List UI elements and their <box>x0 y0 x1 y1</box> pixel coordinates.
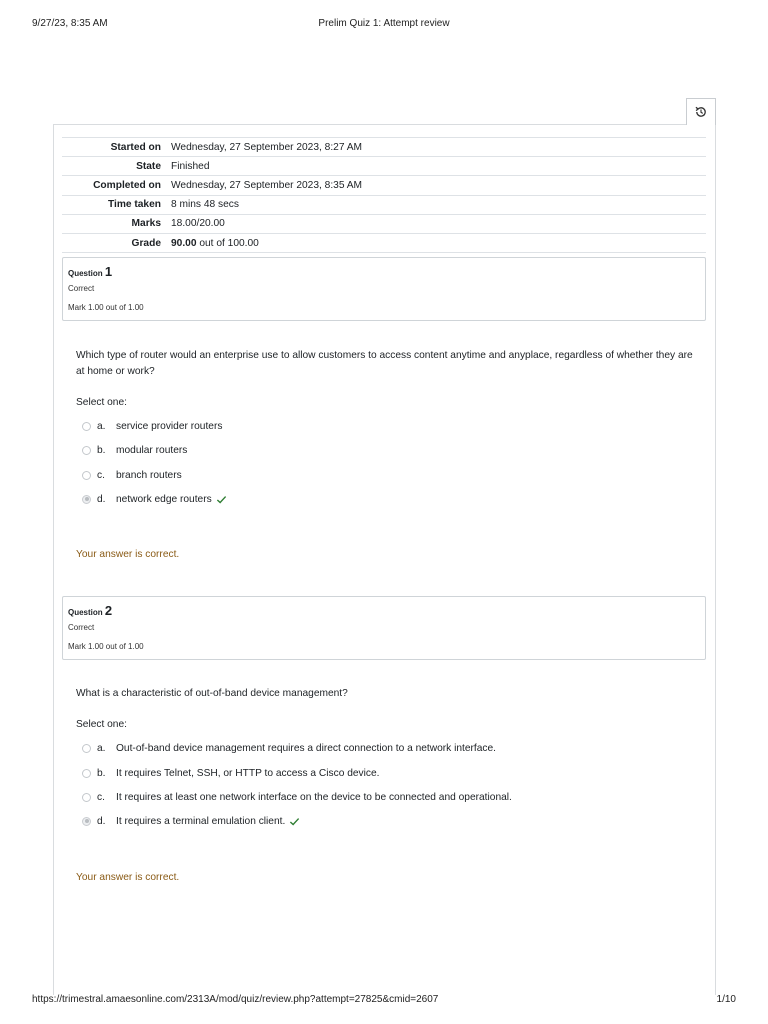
question-mark: Mark 1.00 out of 1.00 <box>68 303 144 312</box>
summary-row <box>62 233 706 252</box>
summary-label: State <box>62 157 171 176</box>
question-mark: Mark 1.00 out of 1.00 <box>68 642 144 651</box>
answer-feedback: Your answer is correct. <box>76 549 180 560</box>
grade-score: 90.00 <box>171 237 197 249</box>
history-icon <box>694 105 708 119</box>
check-icon <box>289 816 300 827</box>
grade-out-of: out of 100.00 <box>196 237 259 249</box>
check-icon <box>216 494 227 505</box>
question-info-box <box>62 257 706 321</box>
radio-button[interactable] <box>82 446 91 455</box>
attempt-summary-table <box>62 137 706 253</box>
answer-option-selected[interactable] <box>82 492 227 506</box>
summary-row <box>62 157 706 176</box>
summary-value <box>171 233 706 252</box>
option-letter: b. <box>97 444 106 456</box>
question-info-box <box>62 596 706 660</box>
summary-row <box>62 214 706 233</box>
select-one-prompt: Select one: <box>76 397 127 408</box>
print-timestamp: 9/27/23, 8:35 AM <box>32 18 108 29</box>
option-text: It requires Telnet, SSH, or HTTP to access a Cisco device. <box>116 767 380 779</box>
question-text: What is a characteristic of out-of-band device management? <box>76 688 348 699</box>
summary-label: Started on <box>62 138 171 157</box>
radio-button-checked[interactable] <box>82 495 91 504</box>
radio-button[interactable] <box>82 769 91 778</box>
option-text: It requires a terminal emulation client. <box>116 815 286 827</box>
option-text: network edge routers <box>116 493 212 505</box>
answer-option[interactable] <box>82 790 512 804</box>
option-letter: c. <box>97 791 105 803</box>
print-footer <box>0 994 768 1008</box>
summary-row <box>62 138 706 157</box>
radio-button[interactable] <box>82 422 91 431</box>
summary-label: Time taken <box>62 195 171 214</box>
question-state: Correct <box>68 284 95 293</box>
print-title: Prelim Quiz 1: Attempt review <box>318 18 450 29</box>
summary-value: 8 mins 48 secs <box>171 195 706 214</box>
option-text: Out-of-band device management requires a direct connection to a network interface. <box>116 742 496 754</box>
radio-button[interactable] <box>82 471 91 480</box>
answer-feedback: Your answer is correct. <box>76 872 180 883</box>
option-letter: d. <box>97 493 106 505</box>
summary-label: Marks <box>62 214 171 233</box>
answer-option-selected[interactable] <box>82 814 300 828</box>
answer-option[interactable] <box>82 443 187 457</box>
print-header <box>0 18 768 32</box>
option-letter: c. <box>97 469 105 481</box>
question-number: Question 2 <box>68 603 113 618</box>
answer-option[interactable] <box>82 419 222 433</box>
option-text: It requires at least one network interface on the device to be connected and operational. <box>116 791 512 803</box>
page-number: 1/10 <box>716 994 736 1005</box>
answer-option[interactable] <box>82 766 379 780</box>
select-one-prompt: Select one: <box>76 719 127 730</box>
summary-value: Wednesday, 27 September 2023, 8:35 AM <box>171 176 706 195</box>
option-letter: b. <box>97 767 106 779</box>
option-letter: a. <box>97 420 106 432</box>
history-button[interactable] <box>686 98 716 125</box>
answer-option[interactable] <box>82 741 496 755</box>
option-letter: d. <box>97 815 106 827</box>
radio-button-checked[interactable] <box>82 817 91 826</box>
option-text: service provider routers <box>116 420 223 432</box>
summary-value: 18.00/20.00 <box>171 214 706 233</box>
print-url: https://trimestral.amaesonline.com/2313A/mod/quiz/review.php?attempt=27825&cmid=2607 <box>32 994 439 1005</box>
summary-row <box>62 176 706 195</box>
question-text: Which type of router would an enterprise use to allow customers to access content anytime and anyplace, regardless of whether they are at home or work? <box>76 350 693 377</box>
answer-option[interactable] <box>82 468 182 482</box>
radio-button[interactable] <box>82 744 91 753</box>
question-number: Question 1 <box>68 264 113 279</box>
option-text: modular routers <box>116 444 188 456</box>
summary-row <box>62 195 706 214</box>
summary-value: Wednesday, 27 September 2023, 8:27 AM <box>171 138 706 157</box>
summary-value: Finished <box>171 157 706 176</box>
option-letter: a. <box>97 742 106 754</box>
summary-label: Grade <box>62 233 171 252</box>
option-text: branch routers <box>116 469 182 481</box>
summary-label: Completed on <box>62 176 171 195</box>
radio-button[interactable] <box>82 793 91 802</box>
question-state: Correct <box>68 623 95 632</box>
